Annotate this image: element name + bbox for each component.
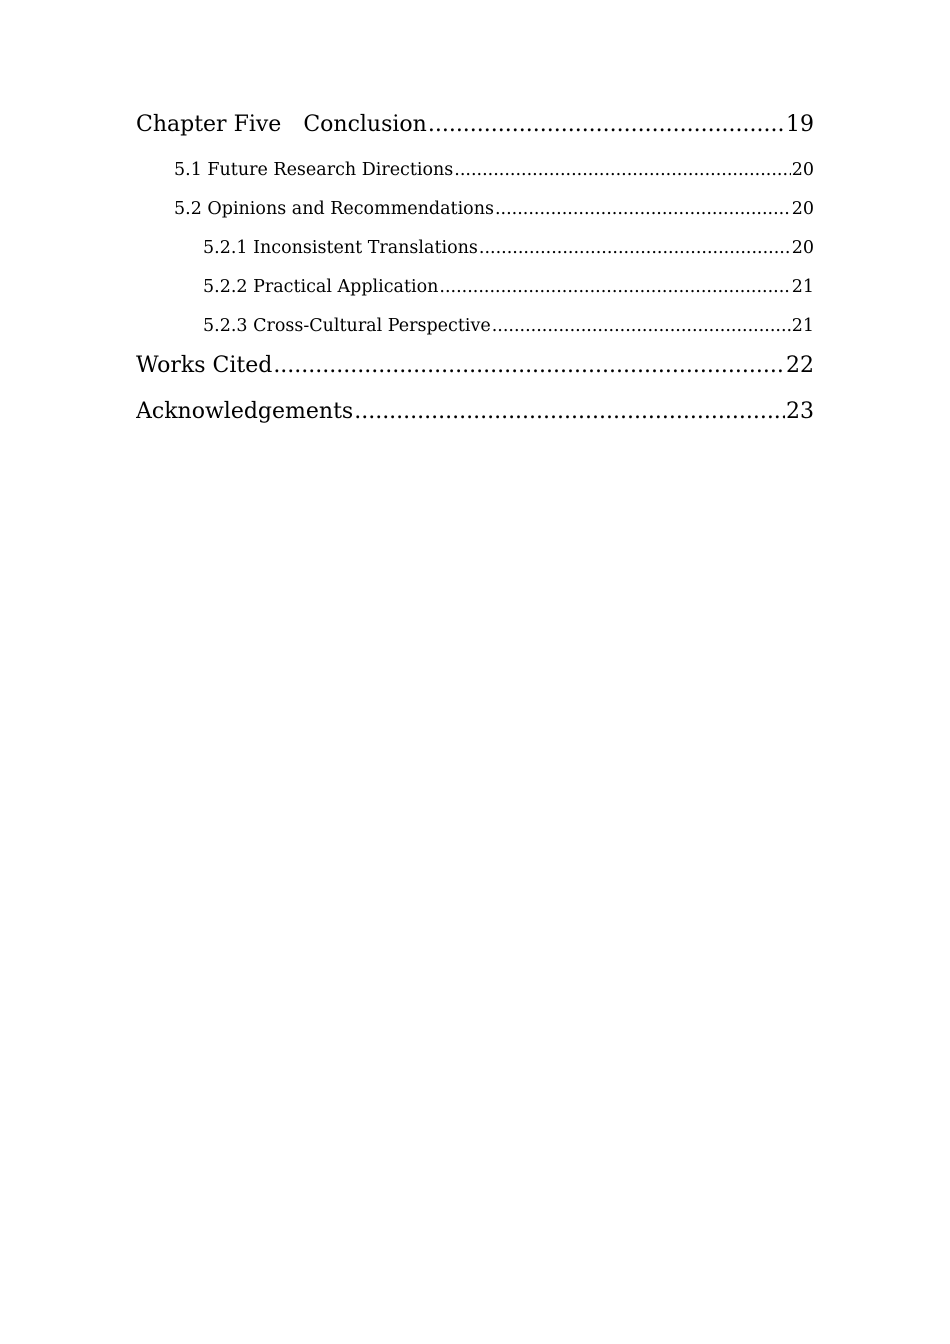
toc-entry-label: Works Cited	[136, 353, 273, 378]
toc-entry-label: 5.2 Opinions and Recommendations	[174, 199, 494, 219]
toc-page-number: 19	[786, 112, 814, 137]
dot-leader	[454, 160, 790, 180]
dot-leader	[439, 277, 790, 297]
toc-entry-5-1[interactable]	[136, 160, 814, 180]
toc-page-number: 20	[791, 160, 814, 180]
toc-entry-chapter-five[interactable]	[136, 112, 814, 137]
toc-page-number: 20	[791, 199, 814, 219]
toc-entry-label: 5.2.3 Cross-Cultural Perspective	[203, 316, 491, 336]
toc-entry-5-2-3[interactable]	[136, 316, 814, 336]
toc-entry-5-2[interactable]	[136, 199, 814, 219]
dot-leader	[495, 199, 791, 219]
toc-entry-5-2-2[interactable]	[136, 277, 814, 297]
toc-entry-5-2-1[interactable]	[136, 238, 814, 258]
toc-entry-label: 5.2.1 Inconsistent Translations	[203, 238, 478, 258]
toc-entry-label: 5.1 Future Research Directions	[174, 160, 454, 180]
toc-entry-works-cited[interactable]	[136, 353, 814, 378]
toc-entry-label	[136, 112, 427, 137]
toc-page-number: 20	[791, 238, 814, 258]
dot-leader	[428, 112, 785, 137]
toc-entry-acknowledgements[interactable]	[136, 399, 814, 424]
dot-leader	[273, 353, 785, 378]
dot-leader	[492, 316, 791, 336]
toc-page-number: 22	[786, 353, 814, 378]
chapter-number: Chapter Five	[136, 112, 282, 137]
toc-entry-label: Acknowledgements	[136, 399, 354, 424]
toc-page-number: 23	[786, 399, 814, 424]
toc-page-number: 21	[791, 277, 814, 297]
toc-page-number: 21	[791, 316, 814, 336]
toc-entry-label: 5.2.2 Practical Application	[203, 277, 439, 297]
dot-leader	[479, 238, 791, 258]
chapter-title: Conclusion	[303, 112, 427, 137]
dot-leader	[354, 399, 785, 424]
